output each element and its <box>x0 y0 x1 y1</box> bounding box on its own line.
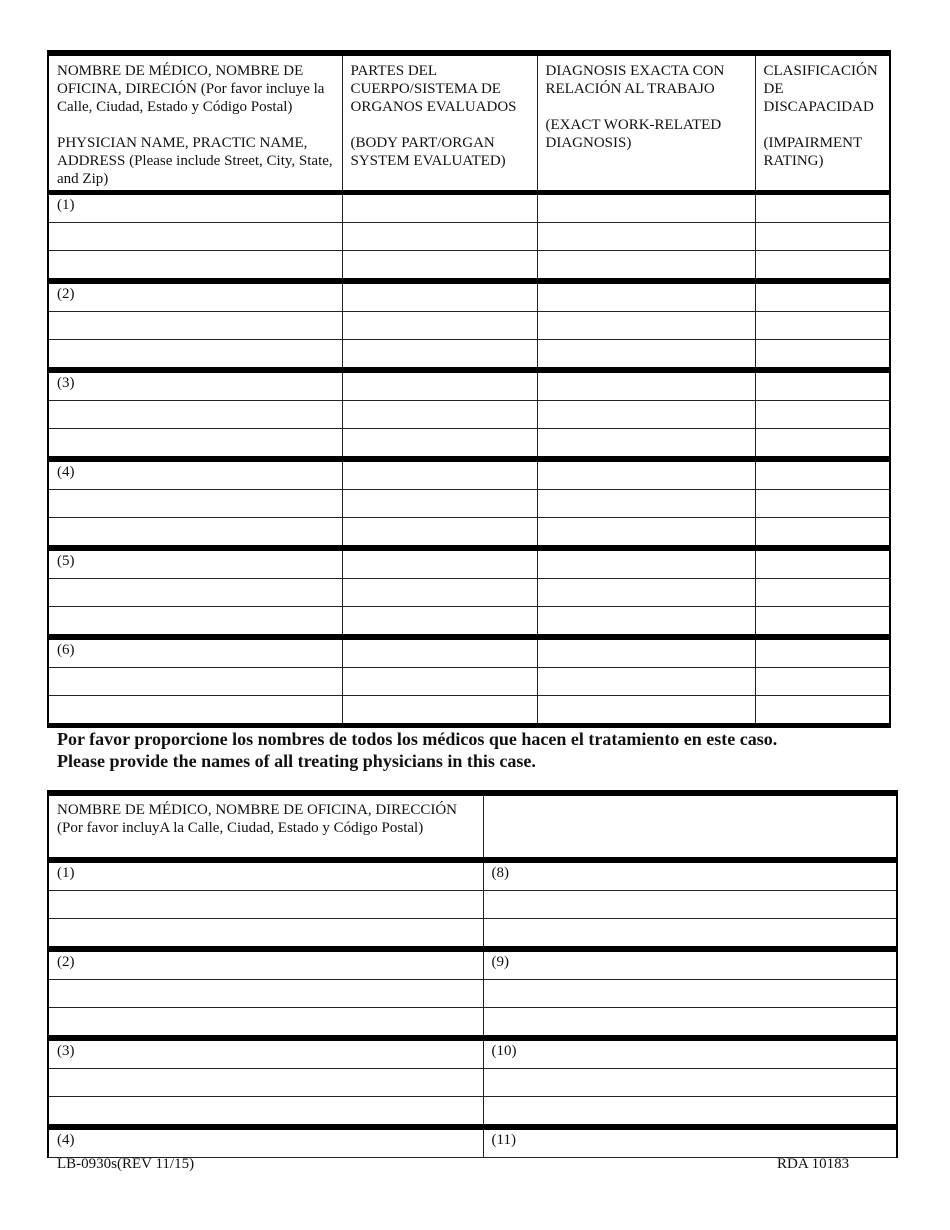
evaluation-cell[interactable] <box>342 193 537 223</box>
form-id: LB-0930s(REV 11/15) <box>57 1156 195 1172</box>
evaluation-cell[interactable] <box>537 223 755 251</box>
physician-cell[interactable] <box>48 1097 483 1128</box>
evaluation-row <box>48 459 890 490</box>
evaluation-cell[interactable] <box>755 312 890 340</box>
evaluation-cell[interactable] <box>48 607 342 638</box>
physician-entry-number[interactable]: (11) <box>483 1127 897 1158</box>
evaluation-cell[interactable] <box>342 668 537 696</box>
physician-row <box>48 1127 897 1158</box>
form-code: RDA 10183 <box>777 1156 850 1172</box>
evaluation-cell[interactable] <box>755 429 890 460</box>
evaluation-cell[interactable] <box>755 518 890 549</box>
header-physician-en: PHYSICIAN NAME, PRACTIC NAME, ADDRESS (Please include Street, City, State, and Zip) <box>57 135 333 187</box>
physician-cell[interactable] <box>483 1008 897 1039</box>
evaluation-cell[interactable] <box>755 607 890 638</box>
evaluation-cell[interactable] <box>342 340 537 371</box>
evaluation-cell[interactable] <box>755 251 890 282</box>
evaluation-cell[interactable] <box>755 401 890 429</box>
physician-cell[interactable] <box>48 1069 483 1097</box>
evaluation-cell[interactable] <box>537 579 755 607</box>
physician-entry-number[interactable]: (2) <box>48 949 483 980</box>
evaluation-cell[interactable] <box>755 668 890 696</box>
physician-entry-number[interactable]: (3) <box>48 1038 483 1069</box>
evaluation-cell[interactable] <box>48 490 342 518</box>
physician-row <box>48 1008 897 1039</box>
evaluation-row <box>48 370 890 401</box>
evaluation-cell[interactable] <box>342 223 537 251</box>
treating-physicians-header <box>48 793 897 860</box>
header-diagnosis-es: DIAGNOSIS EXACTA CON RELACIÓN AL TRABAJO <box>545 63 725 97</box>
physician-row <box>48 919 897 950</box>
evaluation-cell[interactable] <box>48 401 342 429</box>
evaluation-row <box>48 548 890 579</box>
evaluation-cell[interactable] <box>48 696 342 726</box>
entry-number[interactable]: (1) <box>48 193 342 223</box>
physician-entry-number[interactable]: (8) <box>483 860 897 891</box>
header-body-part-en: (BODY PART/ORGAN SYSTEM EVALUATED) <box>350 135 506 169</box>
evaluation-row <box>48 193 890 223</box>
evaluation-cell[interactable] <box>342 401 537 429</box>
evaluation-cell[interactable] <box>342 607 537 638</box>
physician-row <box>48 860 897 891</box>
evaluation-cell[interactable] <box>537 518 755 549</box>
evaluation-cell[interactable] <box>537 251 755 282</box>
treating-physicians-header-blank <box>483 793 897 860</box>
evaluation-cell[interactable] <box>48 429 342 460</box>
header-impairment-en: (IMPAIRMENT RATING) <box>763 135 862 169</box>
evaluation-row <box>48 401 890 429</box>
evaluation-cell[interactable] <box>537 696 755 726</box>
evaluation-cell[interactable] <box>342 370 537 401</box>
treating-physicians-table <box>47 790 898 1158</box>
evaluation-cell[interactable] <box>755 579 890 607</box>
evaluation-row <box>48 668 890 696</box>
evaluation-cell[interactable] <box>537 490 755 518</box>
physician-row <box>48 1069 897 1097</box>
header-body-part <box>342 53 537 193</box>
evaluation-cell[interactable] <box>342 281 537 312</box>
physician-cell[interactable] <box>48 919 483 950</box>
evaluation-cell[interactable] <box>755 223 890 251</box>
evaluation-cell[interactable] <box>48 579 342 607</box>
evaluation-cell[interactable] <box>48 668 342 696</box>
evaluation-cell[interactable] <box>755 637 890 668</box>
evaluation-cell[interactable] <box>755 548 890 579</box>
instructions-es: Por favor proporcione los nombres de todos los médicos que hacen el tratamiento en este caso. <box>57 729 778 749</box>
instructions <box>57 728 907 772</box>
physician-row <box>48 980 897 1008</box>
evaluation-cell[interactable] <box>48 312 342 340</box>
evaluation-cell[interactable] <box>537 340 755 371</box>
header-impairment-es: CLASIFICACIÓN DE DISCAPACIDAD <box>763 63 878 115</box>
evaluation-cell[interactable] <box>537 312 755 340</box>
evaluation-cell[interactable] <box>342 518 537 549</box>
evaluation-cell[interactable] <box>48 518 342 549</box>
physician-cell[interactable] <box>48 891 483 919</box>
physician-row <box>48 1097 897 1128</box>
evaluation-cell[interactable] <box>342 696 537 726</box>
evaluation-cell[interactable] <box>48 340 342 371</box>
evaluation-cell[interactable] <box>755 459 890 490</box>
entry-number[interactable]: (2) <box>48 281 342 312</box>
evaluation-row <box>48 696 890 726</box>
physician-cell[interactable] <box>483 980 897 1008</box>
evaluation-row <box>48 637 890 668</box>
evaluation-cell[interactable] <box>342 429 537 460</box>
evaluation-cell[interactable] <box>537 668 755 696</box>
evaluation-cell[interactable] <box>755 340 890 371</box>
header-body-part-es: PARTES DEL CUERPO/SISTEMA DE ORGANOS EVALUADOS <box>350 63 517 115</box>
evaluation-row <box>48 340 890 371</box>
entry-number[interactable]: (5) <box>48 548 342 579</box>
instructions-en: Please provide the names of all treating physicians in this case. <box>57 751 536 771</box>
physician-cell[interactable] <box>483 891 897 919</box>
evaluation-cell[interactable] <box>537 281 755 312</box>
physician-row <box>48 949 897 980</box>
evaluation-row <box>48 251 890 282</box>
evaluation-cell[interactable] <box>537 193 755 223</box>
physician-row <box>48 1038 897 1069</box>
evaluation-cell[interactable] <box>342 579 537 607</box>
evaluation-table <box>47 50 891 728</box>
header-diagnosis-en: (EXACT WORK-RELATED DIAGNOSIS) <box>545 117 722 151</box>
entry-number[interactable]: (6) <box>48 637 342 668</box>
entry-number[interactable]: (4) <box>48 459 342 490</box>
evaluation-cell[interactable] <box>342 548 537 579</box>
evaluation-cell[interactable] <box>537 429 755 460</box>
evaluation-cell[interactable] <box>342 459 537 490</box>
evaluation-row <box>48 518 890 549</box>
evaluation-cell[interactable] <box>342 637 537 668</box>
header-impairment <box>755 53 890 193</box>
evaluation-cell[interactable] <box>48 223 342 251</box>
evaluation-row <box>48 281 890 312</box>
evaluation-row <box>48 607 890 638</box>
evaluation-cell[interactable] <box>755 490 890 518</box>
evaluation-cell[interactable] <box>537 548 755 579</box>
evaluation-cell[interactable] <box>537 637 755 668</box>
evaluation-table-header <box>48 53 890 193</box>
physician-cell[interactable] <box>483 1097 897 1128</box>
evaluation-cell[interactable] <box>342 490 537 518</box>
physician-cell[interactable] <box>48 1008 483 1039</box>
evaluation-cell[interactable] <box>342 251 537 282</box>
evaluation-cell[interactable] <box>755 193 890 223</box>
evaluation-cell[interactable] <box>755 696 890 726</box>
physician-row <box>48 891 897 919</box>
evaluation-row <box>48 579 890 607</box>
header-physician-es: NOMBRE DE MÉDICO, NOMBRE DE OFICINA, DIRECIÓN (Por favor incluye la Calle, Ciudad, Estado y Código Postal) <box>57 63 325 115</box>
evaluation-cell[interactable] <box>537 370 755 401</box>
physician-entry-number[interactable]: (1) <box>48 860 483 891</box>
evaluation-cell[interactable] <box>755 281 890 312</box>
physician-cell[interactable] <box>483 919 897 950</box>
header-physician <box>48 53 342 193</box>
evaluation-cell[interactable] <box>342 312 537 340</box>
physician-cell[interactable] <box>48 980 483 1008</box>
physician-entry-number[interactable]: (10) <box>483 1038 897 1069</box>
evaluation-cell[interactable] <box>537 401 755 429</box>
evaluation-row <box>48 223 890 251</box>
evaluation-cell[interactable] <box>755 370 890 401</box>
physician-cell[interactable] <box>483 1069 897 1097</box>
evaluation-cell[interactable] <box>537 607 755 638</box>
evaluation-row <box>48 312 890 340</box>
evaluation-cell[interactable] <box>48 251 342 282</box>
physician-entry-number[interactable]: (4) <box>48 1127 483 1158</box>
evaluation-row <box>48 429 890 460</box>
physician-entry-number[interactable]: (9) <box>483 949 897 980</box>
treating-physicians-header-label: NOMBRE DE MÉDICO, NOMBRE DE OFICINA, DIRECCIÓN (Por favor incluyA la Calle, Ciudad, Estado y Código Postal) <box>48 793 483 860</box>
evaluation-cell[interactable] <box>537 459 755 490</box>
evaluation-row <box>48 490 890 518</box>
entry-number[interactable]: (3) <box>48 370 342 401</box>
header-diagnosis <box>537 53 755 193</box>
